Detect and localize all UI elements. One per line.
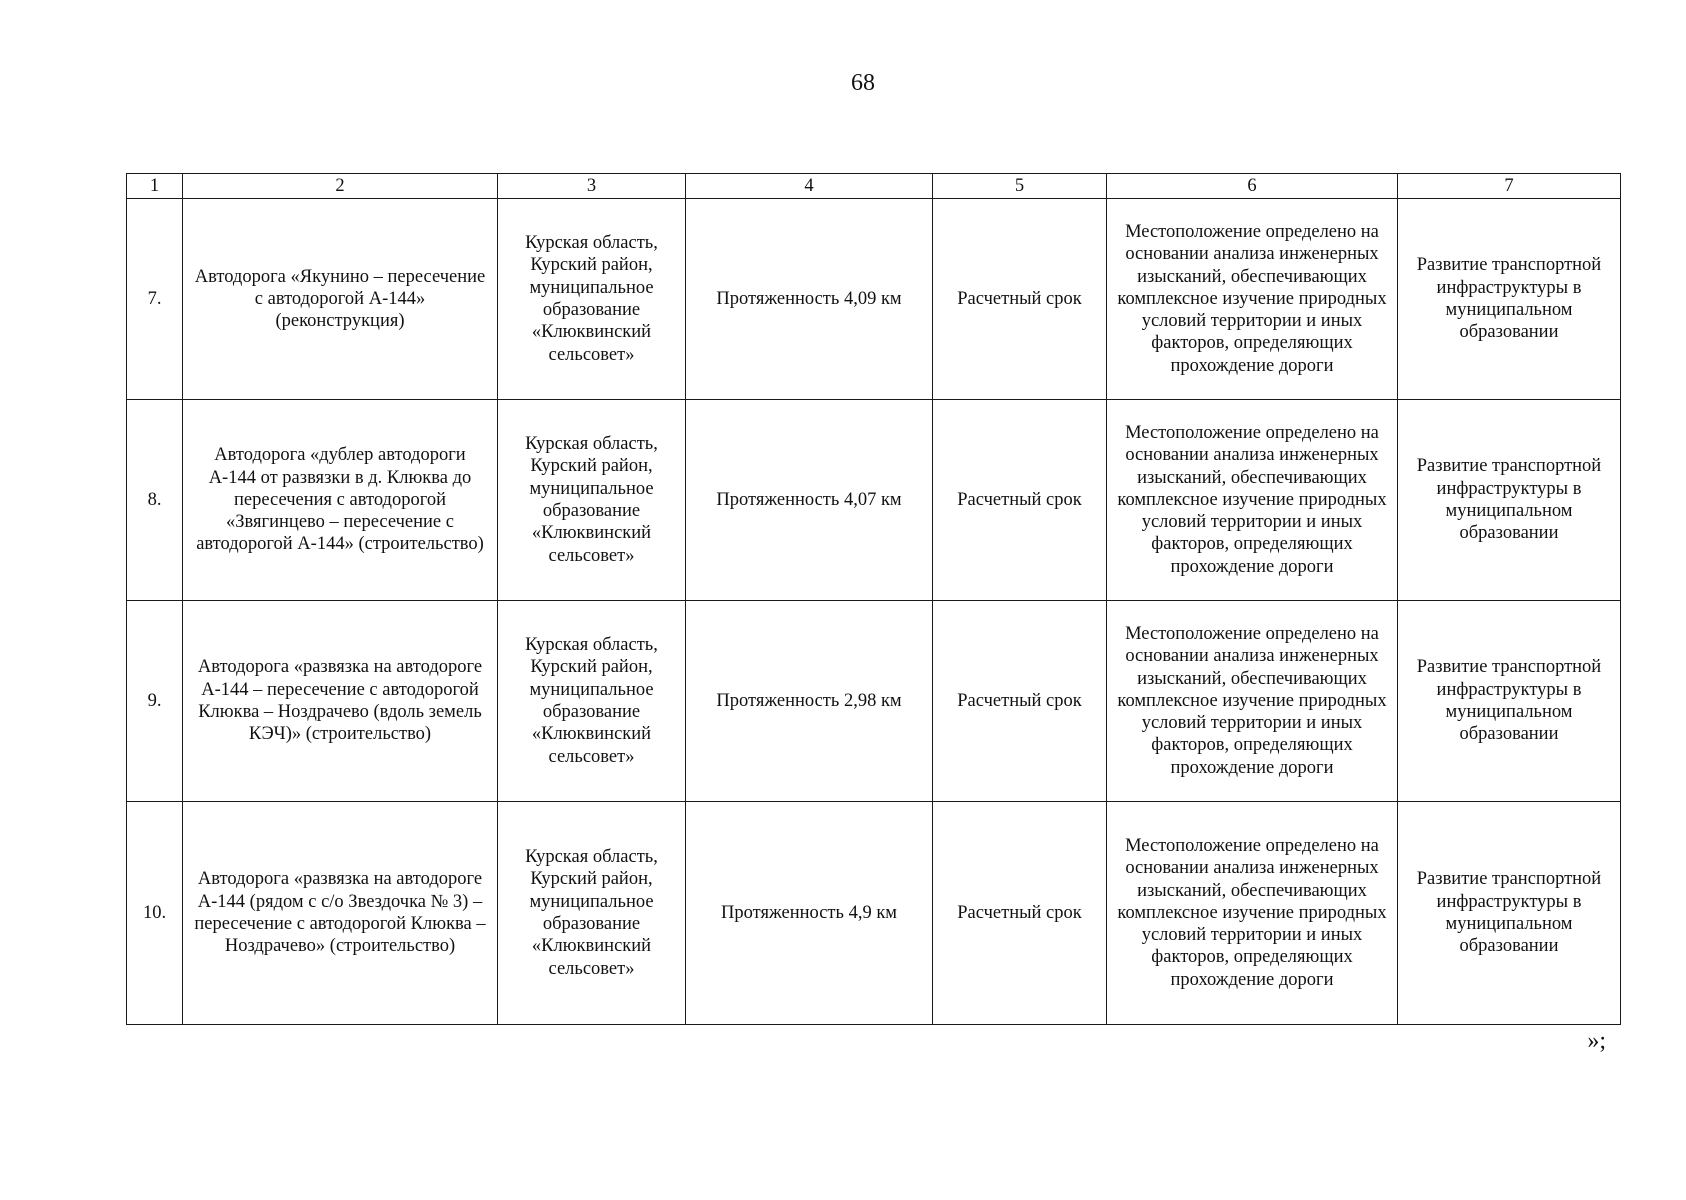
- column-header-4: 4: [686, 174, 933, 199]
- column-header-2: 2: [183, 174, 498, 199]
- road-length: Протяженность 4,09 км: [686, 199, 933, 400]
- row-number: 8.: [127, 400, 183, 601]
- road-justification: Местоположение определено на основании анализа инженерных изысканий, обеспечивающих комплексное изучение природных условий территории и иных факторов, определяющих прохождение дороги: [1107, 400, 1398, 601]
- road-justification: Местоположение определено на основании анализа инженерных изысканий, обеспечивающих комплексное изучение природных условий территории и иных факторов, определяющих прохождение дороги: [1107, 601, 1398, 802]
- road-location: Курская область, Курский район, муниципальное образование «Клюквинский сельсовет»: [498, 400, 686, 601]
- road-purpose: Развитие транспортной инфраструктуры в муниципальном образовании: [1398, 802, 1621, 1025]
- road-purpose: Развитие транспортной инфраструктуры в муниципальном образовании: [1398, 400, 1621, 601]
- column-header-5: 5: [933, 174, 1107, 199]
- road-location: Курская область, Курский район, муниципальное образование «Клюквинский сельсовет»: [498, 601, 686, 802]
- road-term: Расчетный срок: [933, 199, 1107, 400]
- road-term: Расчетный срок: [933, 601, 1107, 802]
- road-purpose: Развитие транспортной инфраструктуры в муниципальном образовании: [1398, 601, 1621, 802]
- road-location: Курская область, Курский район, муниципальное образование «Клюквинский сельсовет»: [498, 802, 686, 1025]
- road-term: Расчетный срок: [933, 400, 1107, 601]
- road-name: Автодорога «дублер автодороги А-144 от развязки в д. Клюква до пересечения с автодорогой «Звягинцево – пересечение с автодорогой А-144» (строительство): [183, 400, 498, 601]
- closing-quote-mark: »;: [1587, 1028, 1606, 1054]
- table-row: [127, 400, 1621, 601]
- road-location: Курская область, Курский район, муниципальное образование «Клюквинский сельсовет»: [498, 199, 686, 400]
- page-number: 68: [851, 70, 875, 96]
- road-name: Автодорога «развязка на автодороге А-144 – пересечение с автодорогой Клюква – Ноздрачево (вдоль земель КЭЧ)» (строительство): [183, 601, 498, 802]
- column-header-6: 6: [1107, 174, 1398, 199]
- road-length: Протяженность 4,9 км: [686, 802, 933, 1025]
- road-length: Протяженность 2,98 км: [686, 601, 933, 802]
- road-justification: Местоположение определено на основании анализа инженерных изысканий, обеспечивающих комплексное изучение природных условий территории и иных факторов, определяющих прохождение дороги: [1107, 802, 1398, 1025]
- row-number: 9.: [127, 601, 183, 802]
- row-number: 7.: [127, 199, 183, 400]
- road-projects-table: [126, 173, 1621, 1025]
- column-header-3: 3: [498, 174, 686, 199]
- table-row: [127, 199, 1621, 400]
- column-header-1: 1: [127, 174, 183, 199]
- road-name: Автодорога «развязка на автодороге А-144 (рядом с с/о Звездочка № 3) – пересечение с автодорогой Клюква – Ноздрачево» (строительство): [183, 802, 498, 1025]
- row-number: 10.: [127, 802, 183, 1025]
- road-length: Протяженность 4,07 км: [686, 400, 933, 601]
- column-header-7: 7: [1398, 174, 1621, 199]
- table-row: [127, 601, 1621, 802]
- road-purpose: Развитие транспортной инфраструктуры в муниципальном образовании: [1398, 199, 1621, 400]
- road-term: Расчетный срок: [933, 802, 1107, 1025]
- table-row: [127, 802, 1621, 1025]
- table-header-row: [127, 174, 1621, 199]
- road-justification: Местоположение определено на основании анализа инженерных изысканий, обеспечивающих комплексное изучение природных условий территории и иных факторов, определяющих прохождение дороги: [1107, 199, 1398, 400]
- road-name: Автодорога «Якунино – пересечение с автодорогой А-144» (реконструкция): [183, 199, 498, 400]
